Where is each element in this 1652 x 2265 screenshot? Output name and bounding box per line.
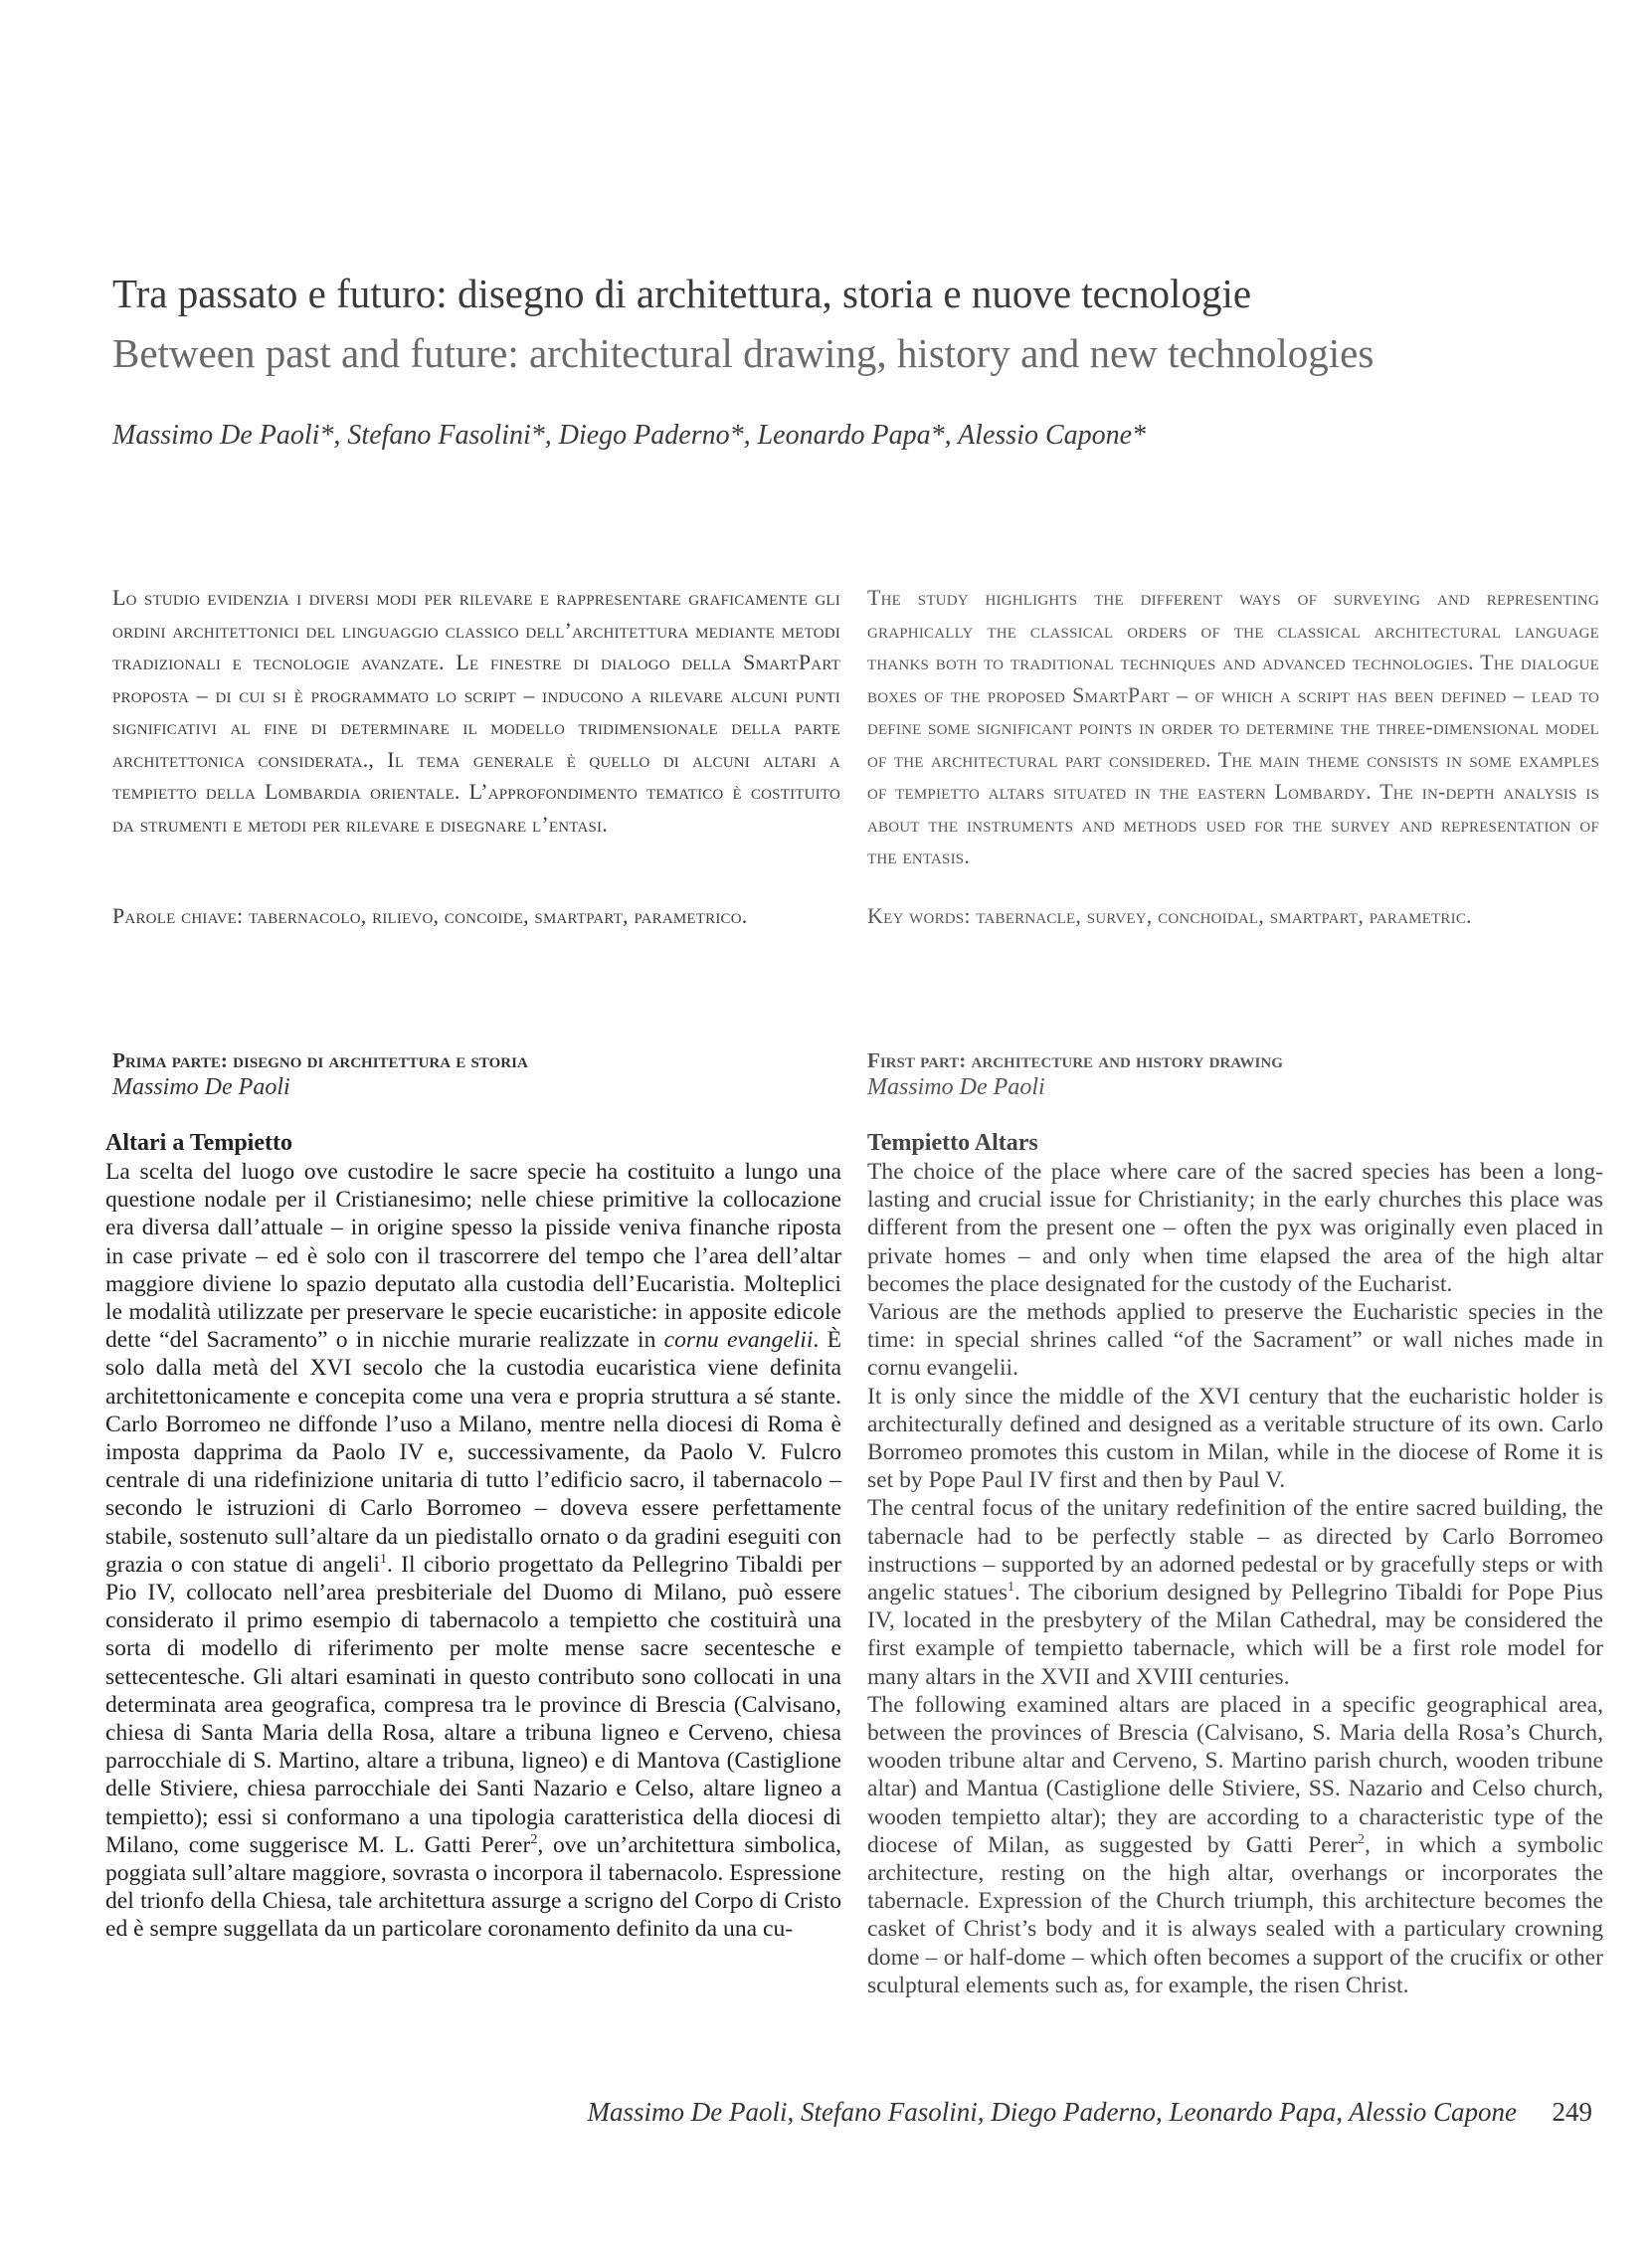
paragraph: The choice of the place where care of the sacred species has been a long-lasting and crucial issue for Christianity; in the early churches this place was different from the present one – often the pyx was originally even placed in private homes – and only when time elapsed the area of the high altar becomes the place designated for the custody of the Eucharist. xyxy=(867,1159,1603,1297)
text-run: . Il ciborio progettato da Pellegrino Tibaldi per Pio IV, collocato nell’area presbiteriale del Duomo di Milano, può essere considerato il primo esempio di tabernacolo a tempietto che costituirà una sorta di modello di riferimento per molte mense sacre secentesche e settecentesche. Gli altari esaminati in questo contributo sono collocati in una determinata area geografica, compresa tra le province di Brescia (Calvisano, chiesa di Santa Maria della Rosa, altare a tribuna ligneo e Cerveno, chiesa parrocchiale di S. Martino, altare a tribuna, ligneo) e di Mantova (Castiglione delle Stiviere, chiesa parrocchiale dei Santi Nazario e Celso, altare ligneo a tempietto); essi si conformano a una tipologia caratteristica della diocesi di Milano, come suggerisce M. L. Gatti Perer xyxy=(105,1551,842,1858)
paragraph: It is only since the middle of the XVI century that the eucharistic holder is architecturally defined and designed as a veritable structure of its own. Carlo Borromeo promotes this custom in Milan, while in the diocese of Rome it is set by Pope Paul IV first and then by Paul V. xyxy=(867,1383,1603,1494)
text-run: The central focus of the unitary redefinition of the entire sacred building, the tabernacle had to be perfectly stable – as directed by Carlo Borromeo instructions – supported by an adorned pedestal or by gracefully steps or with angelic statues xyxy=(867,1495,1603,1606)
italic-term: cornu evangelii xyxy=(663,1327,814,1354)
part-header-english xyxy=(867,1047,1599,1101)
part-author: Massimo De Paoli xyxy=(112,1074,290,1100)
text-run: . The ciborium designed by Pellegrino Tibaldi for Pope Pius IV, located in the presbytery of the Milan Cathedral, may be considered the first example of tempietto tabernacle, which will be a first role model for many altars in the XVII and XVIII centuries. xyxy=(867,1580,1603,1690)
paragraph: Various are the methods applied to preserve the Eucharistic species in the time: in special shrines called “of the Sacrament” or wall niches made in cornu evangelii. xyxy=(867,1299,1603,1382)
body-column-english xyxy=(867,1128,1603,1999)
abstract-italian: Lo studio evidenzia i diversi modi per rilevare e rappresentare graficamente gli ordini architettonici del linguaggio classico dell’architettura mediante metodi tradizionali e tecnologie avanzate. Le finestre di dialogo della SmartPart proposta – di cui si è programmato lo script – inducono a rilevare alcuni punti significativi al fine di determinare il modello tridimensionale della parte architettonica considerata., Il tema generale è quello di alcuni altari a tempietto della Lombardia orientale. L’approfondimento tematico è costituito da strumenti e metodi per rilevare e disegnare l’entasi. xyxy=(112,585,840,837)
text-run: , ove un’architettura simbolica, poggiata sull’altare maggiore, sovrasta o incorpora il tabernacolo. Espressione del trionfo della Chiesa, tale architettura assurge a scrigno del Corpo di Cristo ed è sempre suggellata da un particolare coronamento definito da una cu- xyxy=(105,1831,841,1943)
section-heading: Tempietto Altars xyxy=(867,1130,1038,1156)
paragraph xyxy=(867,1691,1603,1999)
body-text xyxy=(867,1158,1603,1999)
footnote-marker[interactable]: 2 xyxy=(530,1832,538,1848)
text-run: The following examined altars are placed in a specific geographical area, between the provinces of Brescia (Calvisano, S. Maria della Rosa’s Church, wooden tribune altar and Cerveno, S. Martino parish church, wooden tribune altar) and Mantua (Castiglione delle Stiviere, SS. Nazario and Celso church, wooden tempietto altar); they are according to a characteristic type of the diocese of Milan, as suggested by Gatti Perer xyxy=(867,1691,1603,1858)
paragraph xyxy=(867,1494,1603,1690)
body-text xyxy=(105,1158,841,1944)
keywords-italian: Parole chiave: tabernacolo, rilievo, concoide, smartpart, parametrico. xyxy=(112,903,748,928)
text-run: , in which a symbolic architecture, resting on the high altar, overhangs or incorporates the tabernacle. Expression of the Church triumph, this architecture becomes the casket of Christ’s body and it is always sealed with a particulary crowning dome – or half-dome – which often becomes a support of the crucifix or other sculptural elements such as, for example, the risen Christ. xyxy=(867,1831,1604,1998)
text-run: . È solo dalla metà del XVI secolo che la custodia eucaristica viene definita architettonicamente e concepita come una vera e propria struttura a sé stante. Carlo Borromeo ne diffonde l’uso a Milano, mentre nella diocesi di Roma è imposta dapprima da Paolo IV e, successivamente, da Paolo V. Fulcro centrale di una ridefinizione unitaria di tutto l’edificio sacro, il tabernacolo – secondo le istruzioni di Carlo Borromeo – doveva essere perfettamente stabile, sostenuto sull’altare da un piedistallo ornato o da gradini eseguiti con grazia o con statue di angeli xyxy=(105,1327,841,1578)
page-number: 249 xyxy=(1552,2097,1592,2127)
keywords-english: Key words: tabernacle, survey, conchoidal, smartpart, parametric. xyxy=(867,903,1472,928)
authors-line: Massimo De Paoli*, Stefano Fasolini*, Diego Paderno*, Leonardo Papa*, Alessio Capone* xyxy=(112,420,1147,451)
body-column-italian xyxy=(105,1128,841,1944)
part-heading: First part: architecture and history drawing xyxy=(867,1048,1283,1072)
part-author: Massimo De Paoli xyxy=(867,1074,1045,1100)
paragraph xyxy=(105,1158,841,1944)
abstract-english: The study highlights the different ways of surveying and representing graphically the classical orders of the classical architectural language thanks both to traditional techniques and advanced technologies. The dialogue boxes of the proposed SmartPart – of which a script has been defined – lead to define some significant points in order to determine the three-dimensional model of the architectural part considered. The main theme consists in some examples of tempietto altars situated in the eastern Lombardy. The in-depth analysis is about the instruments and methods used for the survey and representation of the entasis. xyxy=(867,585,1599,868)
part-heading: Prima parte: disegno di architettura e storia xyxy=(112,1048,528,1072)
title-english: Between past and future: architectural drawing, history and new technologies xyxy=(112,330,1375,376)
footer-authors: Massimo De Paoli, Stefano Fasolini, Diego Paderno, Leonardo Papa, Alessio Capone xyxy=(587,2097,1517,2127)
text-run: La scelta del luogo ove custodire le sacre specie ha costituito a lungo una questione nodale per il Cristianesimo; nelle chiese primitive la collocazione era diversa dall’attuale – in origine spesso la pisside veniva finanche riposta in case private – ed è solo con il trascorrere del tempo che l’area dell’altar maggiore diviene lo spazio deputato alla custodia dell’Eucaristia. Molteplici le modalità utilizzate per preservare le specie eucaristiche: in apposite edicole dette “del Sacramento” o in nicchie murarie realizzate in xyxy=(105,1159,841,1354)
footnote-marker[interactable]: 1 xyxy=(1008,1580,1014,1596)
footnote-marker[interactable]: 1 xyxy=(379,1551,387,1567)
section-heading: Altari a Tempietto xyxy=(105,1130,292,1156)
title-italian: Tra passato e futuro: disegno di architettura, storia e nuove tecnologie xyxy=(112,271,1252,316)
part-header-italian xyxy=(112,1047,840,1101)
footnote-marker[interactable]: 2 xyxy=(1357,1832,1365,1848)
